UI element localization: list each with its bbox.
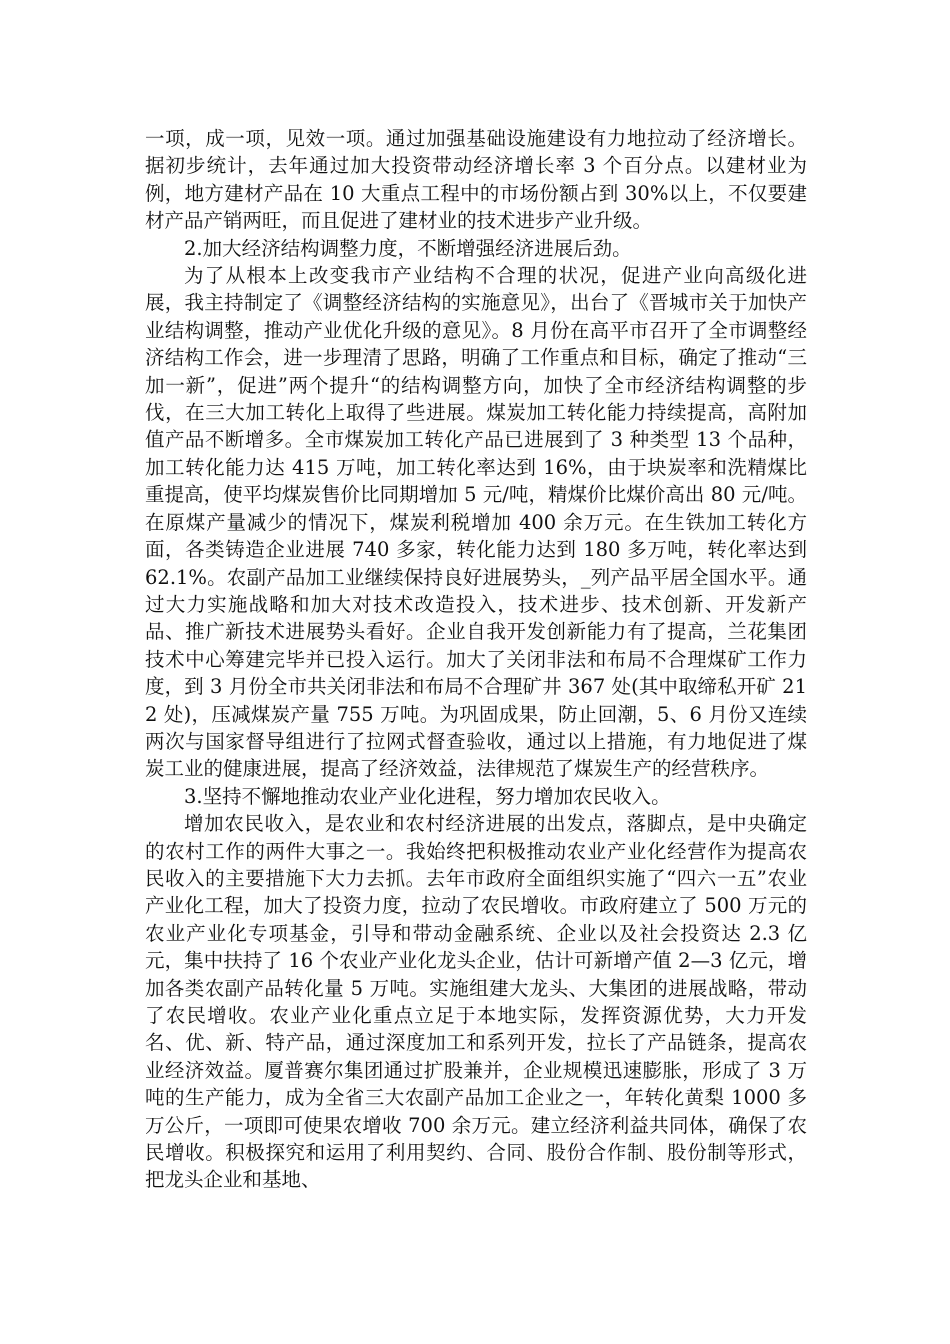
paragraph-farmer-income: 增加农民收入，是农业和农村经济进展的出发点，落脚点，是中央确定的农村工作的两件大事之一。我始终把积极推动农业产业化经营作为提高农民收入的主要措施下大力去抓。去年市政府全面组织实施了“四六一五”农业产业化工程，加大了投资力度，拉动了农民增收。市政府建立了 500 万元的农业产业化专项基金，引导和带动金融系统、企业以及社会投资达 2.3 亿元，集中扶持了 16 个农业产业化龙头企业，估计可新增产值 2—3 亿元，增加各类农副产品转化量 5 万吨。实施组建大龙头、大集团的进展战略，带动了农民增收。农业产业化重点立足于本地实际，发挥资源优势，大力开发名、优、新、特产品，通过深度加工和系列开发，拉长了产品链条，提高农业经济效益。厦普赛尔集团通过扩股兼并，企业规模迅速膨胀，形成了 3 万吨的生产能力，成为全省三大农副产品加工企业之一，年转化黄梨 1000 多万公斤，一项即可使果农增收 700 余万元。建立经济利益共同体，确保了农民增收。积极探究和运用了利用契约、合同、股份合作制、股份制等形式，把龙头企业和基地、	[145, 812, 807, 1192]
section-heading-2: 2.加大经济结构调整力度，不断增强经济进展后劲。	[184, 236, 632, 260]
section-heading-3: 3.坚持不懈地推动农业产业化进程，努力增加农民收入。	[184, 784, 671, 808]
paragraph-intro: 一项，成一项，见效一项。通过加强基础设施建设有力地拉动了经济增长。据初步统计，去年通过加大投资带动经济增长率 3 个百分点。以建材业为例，地方建材产品在 10 大重点工程中的市场份额占到 30%以上，不仅要建材产品产销两旺，而且促进了建材业的技术进步产业升级。	[145, 127, 807, 233]
paragraph-structure-adjustment: 为了从根本上改变我市产业结构不合理的状况，促进产业向高级化进展，我主持制定了《调整经济结构的实施意见》，出台了《晋城市关于加快产业结构调整，推动产业优化升级的意见》。8 月份在高平市召开了全市调整经济结构工作会，进一步理清了思路，明确了工作重点和目标，确定了推动“三加一新”，促进”两个提升“的结构调整方向，加快了全市经济结构调整的步伐，在三大加工转化上取得了些进展。煤炭加工转化能力持续提高，高附加值产品不断增多。全市煤炭加工转化产品已进展到了 3 种类型 13 个品种，加工转化能力达 415 万吨，加工转化率达到 16%，由于块炭率和洗精煤比重提高，使平均煤炭售价比同期增加 5 元/吨，精煤价比煤价高出 80 元/吨。在原煤产量减少的情况下，煤炭利税增加 400 余万元。在生铁加工转化方面，各类铸造企业进展 740 多家，转化能力达到 180 多万吨，转化率达到 62.1%。农副产品加工业继续保持良好进展势头，_列产品平居全国水平。通过大力实施战略和加大对技术改造投入，技术进步、技术创新、开发新产品、推广新技术进展势头看好。企业自我开发创新能力有了提高，兰花集团技术中心筹建完毕并已投入运行。加大了关闭非法和布局不合理煤矿工作力度，到 3 月份全市共关闭非法和布局不合理矿井 367 处(其中取缔私开矿 212 处)，压减煤炭产量 755 万吨。为巩固成果，防止回潮，5、6 月份又连续两次与国家督导组进行了拉网式督查验收，通过以上措施，有力地促进了煤炭工业的健康进展，提高了经济效益，法律规范了煤炭生产的经营秩序。	[145, 264, 807, 781]
document-page	[145, 125, 807, 1194]
